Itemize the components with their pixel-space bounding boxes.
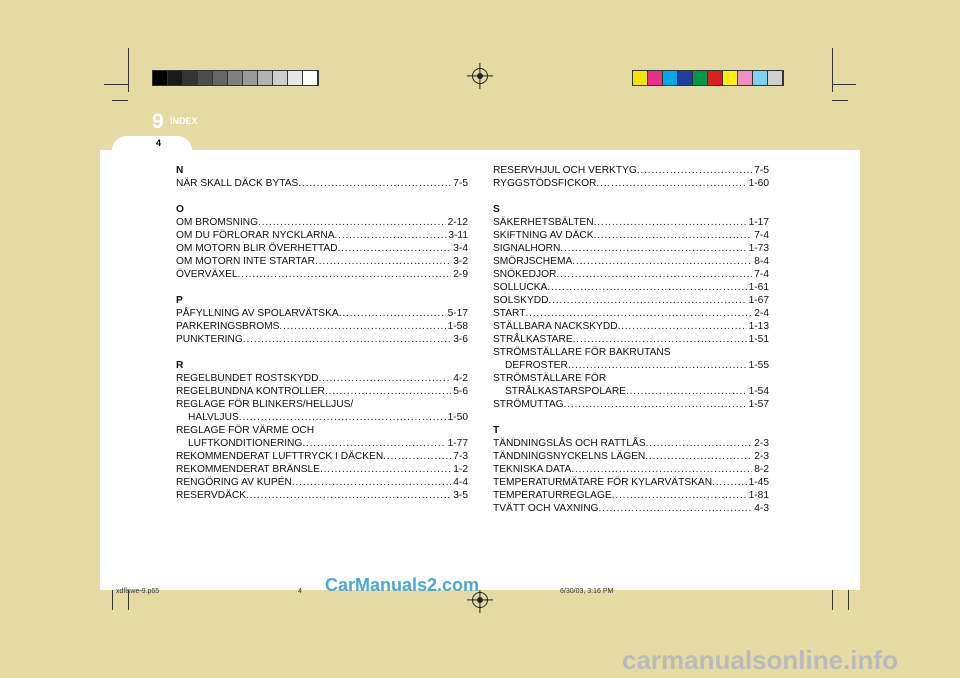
color-swatch xyxy=(303,71,318,85)
dot-leader xyxy=(568,359,747,372)
dot-leader xyxy=(645,450,752,463)
index-entry xyxy=(176,268,468,281)
index-entry-text: STRÅLKASTARSPOLARE xyxy=(505,386,626,397)
dot-leader xyxy=(556,268,752,281)
index-entry-text: REKOMMENDERAT LUFTTRYCK I DÄCKEN xyxy=(176,451,384,462)
index-entry-text: TEMPERATURREGLAGE xyxy=(493,490,612,501)
index-entry-page: 8-4 xyxy=(754,256,769,267)
index-entry xyxy=(176,307,468,320)
footer-page: 4 xyxy=(298,588,302,595)
index-entry-page: 1-77 xyxy=(447,438,468,449)
index-entry-text: RENGÖRING AV KUPÉN xyxy=(176,477,292,488)
color-swatch xyxy=(183,71,198,85)
color-swatch xyxy=(753,71,768,85)
index-entry xyxy=(176,372,468,385)
index-entry xyxy=(493,242,769,255)
color-swatch xyxy=(168,71,183,85)
color-swatch xyxy=(198,71,213,85)
index-entry xyxy=(176,320,468,333)
index-entry-text: PUNKTERING xyxy=(176,334,243,345)
dot-leader xyxy=(246,489,451,502)
dot-leader xyxy=(338,242,452,255)
crop-mark xyxy=(128,48,129,92)
color-swatch xyxy=(648,71,663,85)
crop-mark xyxy=(848,590,849,610)
color-swatch xyxy=(258,71,273,85)
dot-leader xyxy=(302,437,445,450)
index-entry-text: TÄNDNINGSLÅS OCH RATTLÅS xyxy=(493,438,646,449)
index-entry-text: TÄNDNINGSNYCKELNS LÄGEN xyxy=(493,451,646,462)
color-swatch xyxy=(213,71,228,85)
page-number: 4 xyxy=(156,138,162,148)
index-entry-page: 1-73 xyxy=(748,243,769,254)
color-swatch xyxy=(243,71,258,85)
index-entry-page: 3-5 xyxy=(453,490,468,501)
color-swatch xyxy=(693,71,708,85)
color-swatch xyxy=(228,71,243,85)
index-entry-page: 1-81 xyxy=(748,490,769,501)
dot-leader xyxy=(258,216,446,229)
dot-leader xyxy=(646,437,753,450)
index-entry-text: OM DU FÖRLORAR NYCKLARNA xyxy=(176,230,335,241)
index-entry-page: 7-4 xyxy=(754,230,769,241)
index-entry-text: HALVLJUS xyxy=(188,412,239,423)
index-entry xyxy=(493,177,769,190)
index-letter-heading: N xyxy=(176,165,184,176)
dot-leader xyxy=(320,463,451,476)
crop-mark xyxy=(832,84,856,85)
index-entry-page: 1-58 xyxy=(447,321,468,332)
color-swatch xyxy=(678,71,693,85)
index-entry-page: 4-4 xyxy=(453,477,468,488)
index-entry-page: 2-3 xyxy=(754,438,769,449)
grayscale-calibration-bar xyxy=(152,70,319,86)
index-entry-text: SOLLUCKA xyxy=(493,282,548,293)
index-entry-page: 1-50 xyxy=(447,412,468,423)
index-entry-page: 1-2 xyxy=(453,464,468,475)
index-entry xyxy=(493,385,769,398)
dot-leader xyxy=(548,294,746,307)
dot-leader xyxy=(626,385,747,398)
dot-leader xyxy=(315,255,451,268)
page-tab xyxy=(112,136,192,152)
index-entry-page: 1-17 xyxy=(748,217,769,228)
color-swatch xyxy=(663,71,678,85)
footer-filename: xdflswe-9.p65 xyxy=(116,588,160,595)
index-entry-page: 4-2 xyxy=(453,373,468,384)
index-entry-text: STRÖMUTTAG xyxy=(493,399,564,410)
index-entry xyxy=(176,411,468,424)
index-entry-page: 1-13 xyxy=(748,321,769,332)
color-calibration-bar xyxy=(632,70,784,86)
dot-leader xyxy=(596,177,746,190)
dot-leader xyxy=(525,307,752,320)
index-entry-text: SMÖRJSCHEMA xyxy=(493,256,573,267)
index-entry xyxy=(176,229,468,242)
color-swatch xyxy=(738,71,753,85)
index-entry-page: 2-4 xyxy=(754,308,769,319)
dot-leader xyxy=(243,333,451,346)
index-entry xyxy=(493,476,769,489)
dot-leader xyxy=(339,307,446,320)
crop-mark xyxy=(104,84,128,85)
dot-leader xyxy=(325,385,451,398)
chapter-title: INDEX xyxy=(170,116,198,126)
index-entry-page: 3-2 xyxy=(453,256,468,267)
index-entry xyxy=(493,229,769,242)
dot-leader xyxy=(238,268,452,281)
index-entry-line: STRÖMSTÄLLARE FÖR BAKRUTANS xyxy=(493,347,671,358)
crop-mark xyxy=(832,48,833,92)
index-entry xyxy=(493,320,769,333)
watermark-link[interactable]: CarManuals2.com xyxy=(325,575,480,595)
crop-mark xyxy=(112,100,128,101)
index-entry xyxy=(176,476,468,489)
dot-leader xyxy=(637,164,752,177)
dot-leader xyxy=(572,255,752,268)
registration-mark-icon xyxy=(472,68,488,84)
index-entry-text: SÄKERHETSBÄLTEN xyxy=(493,217,594,228)
color-swatch xyxy=(273,71,288,85)
index-entry-page: 1-57 xyxy=(748,399,769,410)
dot-leader xyxy=(573,333,747,346)
color-swatch xyxy=(153,71,168,85)
dot-leader xyxy=(618,320,747,333)
index-letter-heading: S xyxy=(493,204,500,215)
index-entry-text: TVÄTT OCH VAXNING xyxy=(493,503,599,514)
color-swatch xyxy=(768,71,783,85)
index-entry-page: 7-3 xyxy=(453,451,468,462)
index-entry xyxy=(493,437,769,450)
chapter-number: 9 xyxy=(152,110,164,133)
watermark-text: carmanualsonline.info xyxy=(622,645,898,675)
color-swatch xyxy=(708,71,723,85)
index-entry xyxy=(493,502,769,515)
index-entry-text: PÅFYLLNING AV SPOLARVÄTSKA xyxy=(176,308,339,319)
index-entry-page: 1-54 xyxy=(748,386,769,397)
index-entry-page: 7-4 xyxy=(754,269,769,280)
index-entry-page: 1-60 xyxy=(748,178,769,189)
dot-leader xyxy=(383,450,451,463)
index-entry-text: SKIFTNING AV DÄCK xyxy=(493,230,594,241)
index-entry-page: 8-2 xyxy=(754,464,769,475)
color-swatch xyxy=(288,71,303,85)
dot-leader xyxy=(571,463,752,476)
index-entry xyxy=(493,359,769,372)
index-entry-text: OM MOTORN BLIR ÖVERHETTAD xyxy=(176,243,338,254)
footer-date: 6/30/03, 3:16 PM xyxy=(560,588,614,595)
index-entry-text: STÄLLBARA NACKSKYDD xyxy=(493,321,618,332)
color-swatch xyxy=(633,71,648,85)
index-letter-heading: T xyxy=(493,425,500,436)
index-entry xyxy=(493,489,769,502)
index-entry-text: OM MOTORN INTE STARTAR xyxy=(176,256,316,267)
index-entry-page: 1-51 xyxy=(748,334,769,345)
index-letter-heading: R xyxy=(176,360,184,371)
dot-leader xyxy=(560,242,746,255)
index-entry xyxy=(493,450,769,463)
index-entry-page: 3-6 xyxy=(453,334,468,345)
index-letter-heading: O xyxy=(176,204,184,215)
dot-leader xyxy=(712,476,747,489)
index-entry xyxy=(176,333,468,346)
index-entry-text: RYGGSTÖDSFICKOR xyxy=(493,178,597,189)
index-entry-line: REGLAGE FÖR VÄRME OCH xyxy=(176,425,315,436)
index-entry-text: TEKNISKA DATA xyxy=(493,464,572,475)
index-entry-page: 1-55 xyxy=(748,360,769,371)
index-entry-page: 3-4 xyxy=(453,243,468,254)
index-entry-text: SIGNALHORN xyxy=(493,243,561,254)
index-entry-page: 2-3 xyxy=(754,451,769,462)
index-entry-text: LUFTKONDITIONERING xyxy=(188,438,303,449)
dot-leader xyxy=(318,372,451,385)
dot-leader xyxy=(594,229,753,242)
dot-leader xyxy=(292,476,451,489)
index-entry-page: 5-6 xyxy=(453,386,468,397)
index-entry xyxy=(493,268,769,281)
index-entry-page: 1-67 xyxy=(748,295,769,306)
index-entry-text: START xyxy=(493,308,526,319)
color-swatch xyxy=(723,71,738,85)
index-entry xyxy=(493,398,769,411)
index-entry-page: 3-11 xyxy=(448,230,468,241)
index-entry-page: 2-9 xyxy=(453,269,468,280)
index-entry xyxy=(176,177,468,190)
dot-leader xyxy=(335,229,447,242)
crop-mark xyxy=(832,100,848,101)
dot-leader xyxy=(612,489,747,502)
index-entry-text: SOLSKYDD xyxy=(493,295,549,306)
crop-mark xyxy=(832,590,833,610)
crop-mark xyxy=(112,590,113,610)
index-entry xyxy=(493,255,769,268)
index-entry-text: PARKERINGSBROMS xyxy=(176,321,280,332)
index-column-right xyxy=(493,164,769,515)
index-entry-text: ÖVERVÄXEL xyxy=(176,269,238,280)
index-letter-heading: P xyxy=(176,295,183,306)
index-entry xyxy=(493,294,769,307)
index-entry xyxy=(176,463,468,476)
index-entry-text: REKOMMENDERAT BRÄNSLE xyxy=(176,464,320,475)
index-entry xyxy=(176,489,468,502)
index-entry xyxy=(493,281,769,294)
index-entry-page: 5-17 xyxy=(447,308,468,319)
index-entry-text: TEMPERATURMÄTARE FÖR KYLARVÄTSKAN xyxy=(493,477,713,488)
index-entry-line: REGLAGE FÖR BLINKERS/HELLJUS/ xyxy=(176,399,354,410)
index-entry xyxy=(493,307,769,320)
index-column-left xyxy=(176,164,468,502)
dot-leader xyxy=(279,320,445,333)
index-entry-text: STRÅLKASTARE xyxy=(493,334,573,345)
index-entry xyxy=(493,463,769,476)
index-entry-text: SNÖKEDJOR xyxy=(493,269,557,280)
index-entry xyxy=(176,242,468,255)
dot-leader xyxy=(298,177,451,190)
dot-leader xyxy=(547,281,746,294)
index-entry xyxy=(493,216,769,229)
index-entry-text: NÄR SKALL DÄCK BYTAS xyxy=(176,178,299,189)
index-entry-text: OM BROMSNING xyxy=(176,217,259,228)
index-entry-page: 4-3 xyxy=(754,503,769,514)
index-entry-text: RESERVHJUL OCH VERKTYG xyxy=(493,165,637,176)
index-entry xyxy=(493,164,769,177)
dot-leader xyxy=(239,411,446,424)
index-entry-page: 2-12 xyxy=(447,217,468,228)
index-entry-text: DEFROSTER xyxy=(505,360,568,371)
index-entry-page: 1-45 xyxy=(748,477,769,488)
index-entry-page: 1-61 xyxy=(748,282,769,293)
dot-leader xyxy=(594,216,747,229)
index-entry xyxy=(176,437,468,450)
index-entry-text: REGELBUNDET ROSTSKYDD xyxy=(176,373,319,384)
index-entry-line: STRÖMSTÄLLARE FÖR xyxy=(493,373,607,384)
index-entry-text: REGELBUNDNA KONTROLLER xyxy=(176,386,325,397)
index-entry xyxy=(176,255,468,268)
index-entry xyxy=(176,450,468,463)
index-entry xyxy=(493,333,769,346)
dot-leader xyxy=(564,398,747,411)
index-entry-page: 7-5 xyxy=(453,178,468,189)
dot-leader xyxy=(598,502,752,515)
index-entry xyxy=(176,385,468,398)
index-entry-text: RESERVDÄCK xyxy=(176,490,247,501)
index-entry xyxy=(176,216,468,229)
index-entry-page: 7-5 xyxy=(754,165,769,176)
